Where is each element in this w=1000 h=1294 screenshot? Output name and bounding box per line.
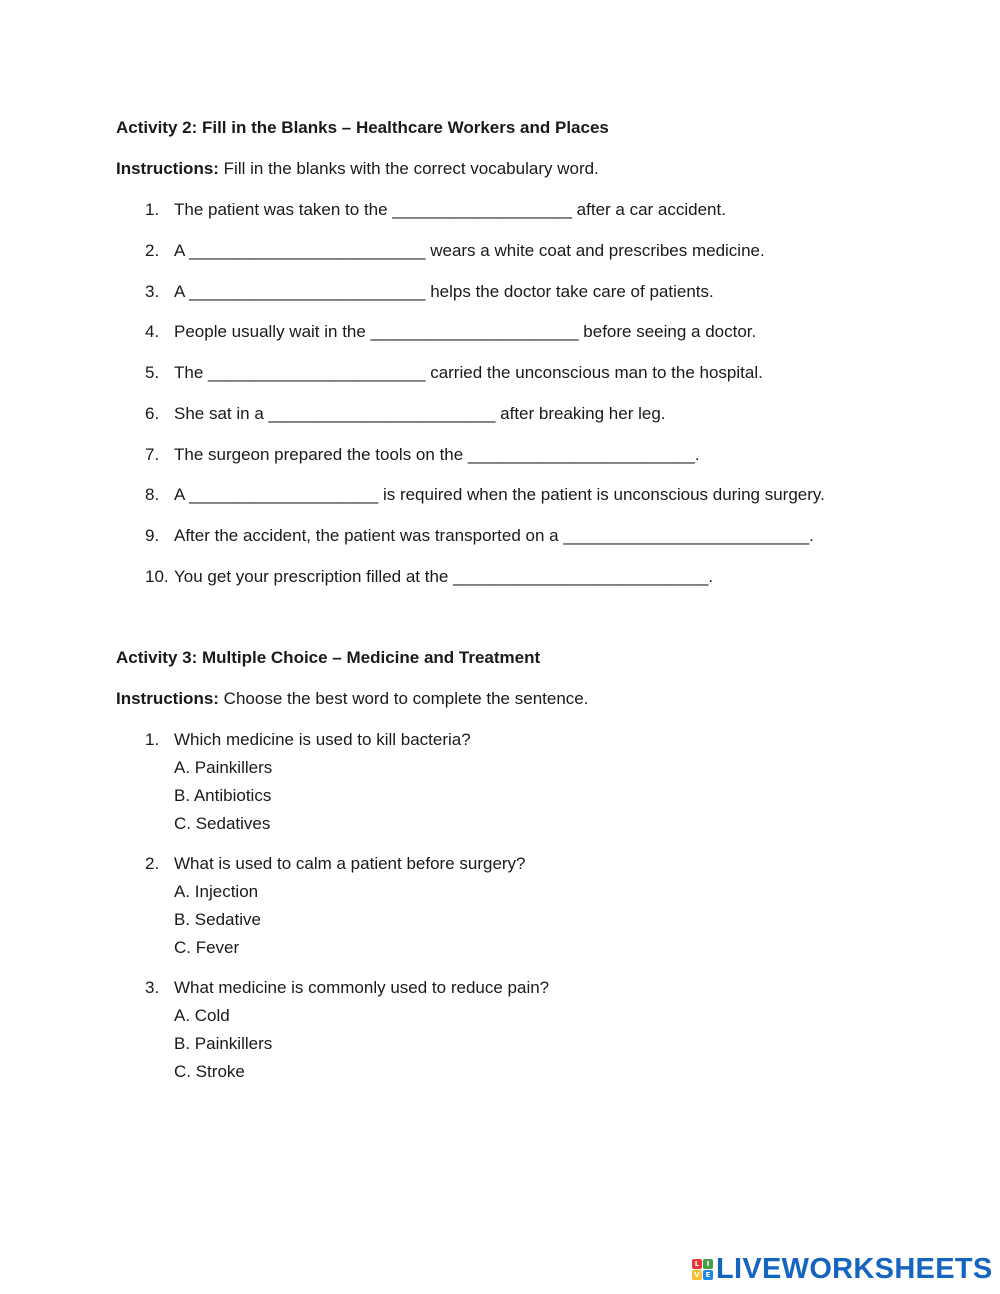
item-number: 6. (145, 404, 160, 423)
logo-mark-letter: V (692, 1270, 702, 1280)
question-text: What medicine is commonly used to reduce pain? (174, 978, 550, 997)
option-b[interactable]: B. Painkillers (174, 1034, 273, 1053)
question-text: Which medicine is used to kill bacteria? (174, 730, 471, 749)
activity3-instructions (116, 689, 588, 709)
question-number: 1. (145, 730, 160, 749)
fill-item[interactable] (145, 445, 700, 465)
fill-item[interactable] (145, 322, 756, 342)
activity2-heading: Activity 2: Fill in the Blanks – Healthcare Workers and Places (116, 118, 609, 137)
item-number: 4. (145, 322, 160, 341)
fill-item[interactable] (145, 526, 814, 546)
logo-mark-icon (692, 1259, 713, 1280)
question-3 (145, 978, 549, 998)
item-text: People usually wait in the ______________________ before seeing a doctor. (174, 322, 757, 341)
item-text: A ____________________ is required when the patient is unconscious during surgery. (174, 485, 825, 504)
item-number: 3. (145, 282, 160, 301)
option-c[interactable]: C. Fever (174, 938, 240, 957)
fill-item[interactable] (145, 241, 765, 261)
item-number: 5. (145, 363, 160, 382)
item-text: A _________________________ helps the doctor take care of patients. (174, 282, 714, 301)
instructions-text: Choose the best word to complete the sentence. (218, 689, 589, 708)
item-text: The patient was taken to the ___________________ after a car accident. (174, 200, 726, 219)
item-text: The _______________________ carried the unconscious man to the hospital. (174, 363, 763, 382)
instructions-text: Fill in the blanks with the correct vocabulary word. (218, 159, 599, 178)
item-number: 8. (145, 485, 160, 504)
item-text: A _________________________ wears a white coat and prescribes medicine. (174, 241, 765, 260)
item-text: She sat in a ________________________ after breaking her leg. (174, 404, 666, 423)
item-number: 9. (145, 526, 160, 545)
instructions-label: Instructions: (116, 689, 219, 708)
logo-mark-letter: L (692, 1259, 702, 1269)
instructions-label: Instructions: (116, 159, 219, 178)
item-number: 7. (145, 445, 160, 464)
logo-mark-letter: E (703, 1270, 713, 1280)
item-text: The surgeon prepared the tools on the ________________________. (174, 445, 700, 464)
question-number: 2. (145, 854, 160, 873)
option-a[interactable]: A. Injection (174, 882, 259, 901)
fill-item[interactable] (145, 200, 726, 220)
fill-item[interactable] (145, 567, 713, 587)
question-2 (145, 854, 526, 874)
question-number: 3. (145, 978, 160, 997)
question-1 (145, 730, 471, 750)
fill-item[interactable] (145, 363, 763, 383)
logo-mark-letter: I (703, 1259, 713, 1269)
activity3-heading: Activity 3: Multiple Choice – Medicine and Treatment (116, 648, 541, 667)
item-number: 10. (145, 567, 169, 586)
option-b[interactable]: B. Antibiotics (174, 786, 272, 805)
option-a[interactable]: A. Cold (174, 1006, 230, 1025)
activity2-instructions (116, 159, 599, 179)
option-c[interactable]: C. Sedatives (174, 814, 271, 833)
option-b[interactable]: B. Sedative (174, 910, 261, 929)
fill-item[interactable] (145, 485, 825, 505)
liveworksheets-logo[interactable] (692, 1254, 993, 1284)
option-a[interactable]: A. Painkillers (174, 758, 273, 777)
item-number: 2. (145, 241, 160, 260)
option-c[interactable]: C. Stroke (174, 1062, 245, 1081)
question-text: What is used to calm a patient before surgery? (174, 854, 526, 873)
fill-item[interactable] (145, 282, 714, 302)
item-number: 1. (145, 200, 160, 219)
item-text: You get your prescription filled at the ___________________________. (174, 567, 714, 586)
fill-item[interactable] (145, 404, 666, 424)
item-text: After the accident, the patient was transported on a __________________________. (174, 526, 814, 545)
logo-text: LIVEWORKSHEETS (716, 1253, 993, 1285)
